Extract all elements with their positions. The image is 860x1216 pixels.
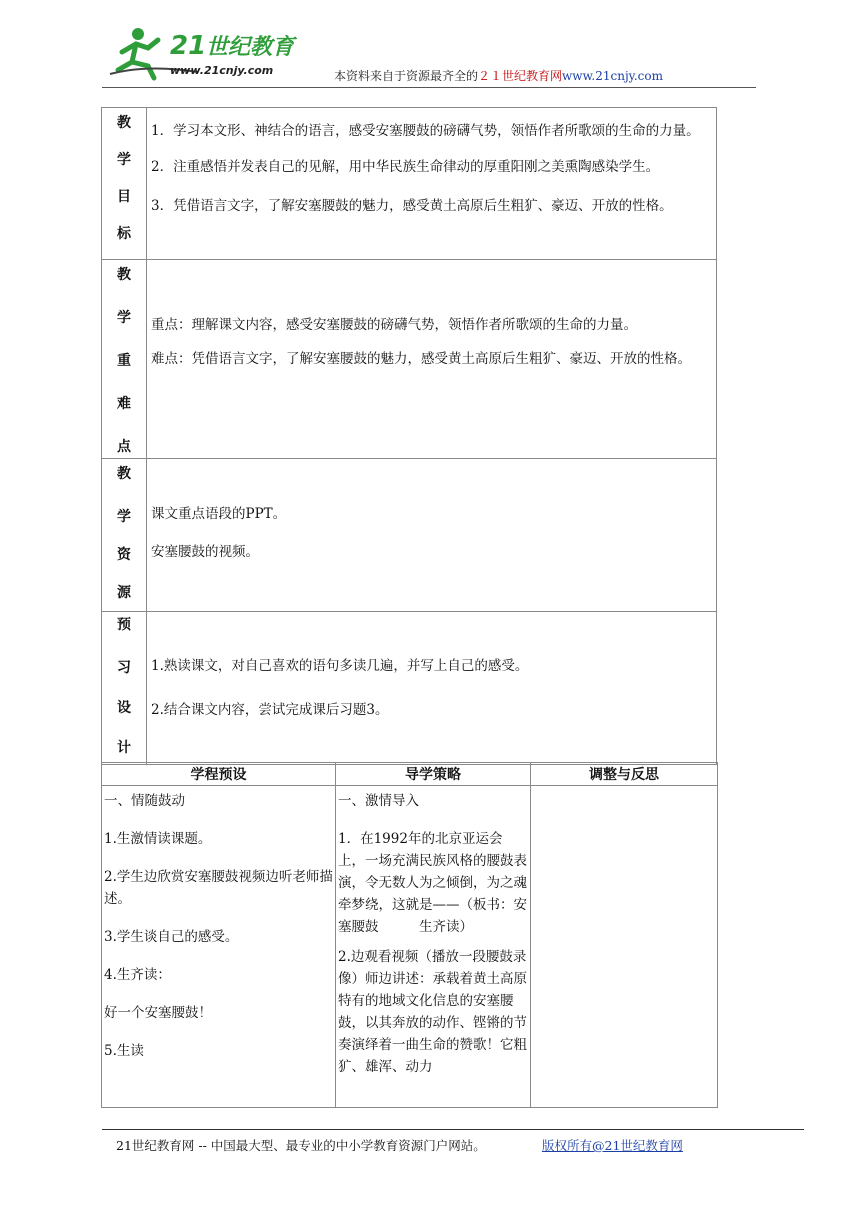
plan-item: 2.边观看视频（播放一段腰鼓录像）师边讲述：承载着黄土高原特有的地域文化信息的安塞腰鼓，以其奔放的动作、铿锵的节奏演绎着一曲生命的赞歌！它粗犷、雄浑、动力 (338, 949, 527, 1075)
footer-text: 21世纪教育网 -- 中国最大型、最专业的中小学教育资源门户网站。 (116, 1138, 486, 1153)
plan-header-row (102, 763, 718, 786)
label-char: 习 (117, 660, 131, 676)
preview-item: 2.结合课文内容，尝试完成课后习题3。 (151, 702, 389, 718)
section-row-objectives (102, 108, 717, 260)
section-row-preview (102, 612, 717, 765)
site-logo (108, 22, 318, 82)
keypoint-item: 难点：凭借语言文字，了解安塞腰鼓的魅力，感受黄土高原后生粗犷、豪迈、开放的性格。 (151, 351, 691, 367)
section-row-keypoints (102, 260, 717, 459)
section-label (102, 108, 147, 260)
section-label (102, 459, 147, 612)
label-char: 学 (117, 509, 131, 525)
section-content (147, 459, 717, 612)
preview-item: 1.熟读课文，对自己喜欢的语句多读几遍，并写上自己的感受。 (151, 658, 529, 674)
section-row-resources (102, 459, 717, 612)
plan-item: 好一个安塞腰鼓！ (104, 1005, 212, 1021)
label-char: 教 (117, 115, 131, 131)
page-header (0, 0, 860, 96)
plan-item: 1．在1992年的北京亚运会上，一场充满民族风格的腰鼓表演，令无数人为之倾倒，为之魂牵梦绕，这就是——（板书：安塞腰鼓 生齐读） (338, 831, 527, 935)
label-char: 目 (117, 189, 131, 205)
label-char: 标 (117, 226, 131, 242)
header-note-site[interactable]: ２１世纪教育网 (478, 69, 563, 83)
header-note-prefix: 本资料来自于资源最齐全的 (334, 69, 479, 83)
plan-column-student (102, 786, 336, 1108)
header-note (334, 67, 663, 84)
label-char: 预 (117, 617, 131, 633)
lesson-info-table (101, 107, 717, 765)
section-label (102, 260, 147, 459)
plan-item: 2.学生边欣赏安塞腰鼓视频边听老师描述。 (104, 869, 333, 907)
resource-item: 课文重点语段的PPT。 (151, 506, 287, 522)
objective-item: 3．凭借语言文字，了解安塞腰鼓的魅力，感受黄土高原后生粗犷、豪迈、开放的性格。 (151, 198, 673, 214)
keypoint-item: 重点：理解课文内容，感受安塞腰鼓的磅礴气势，领悟作者所歌颂的生命的力量。 (151, 317, 637, 333)
teaching-plan-table (101, 762, 718, 1108)
plan-column-reflection (531, 786, 718, 1108)
plan-header: 调整与反思 (531, 763, 718, 786)
label-char: 学 (117, 310, 131, 326)
plan-item: 3.学生谈自己的感受。 (104, 929, 239, 945)
plan-column-teacher (336, 786, 531, 1108)
section-label (102, 612, 147, 765)
svg-text:世纪教育: 世纪教育 (206, 35, 295, 60)
plan-header: 学程预设 (102, 763, 336, 786)
resource-item: 安塞腰鼓的视频。 (151, 544, 259, 560)
label-char: 资 (117, 547, 131, 563)
label-char: 重 (117, 353, 131, 369)
svg-text:21: 21 (170, 31, 207, 61)
plan-item: 一、激情导入 (338, 793, 419, 809)
copyright-link[interactable]: 版权所有@21世纪教育网 (542, 1138, 683, 1153)
plan-item: 一、情随鼓动 (104, 793, 185, 809)
section-content (147, 612, 717, 765)
label-char: 设 (117, 700, 131, 716)
section-content (147, 108, 717, 260)
footer-divider (102, 1129, 804, 1130)
label-char: 教 (117, 267, 131, 283)
plan-body-row (102, 786, 718, 1108)
label-char: 难 (117, 396, 131, 412)
plan-item: 1.生激情读课题。 (104, 831, 212, 847)
plan-item: 5.生读 (104, 1043, 144, 1059)
label-char: 计 (117, 740, 131, 756)
logo-url: www.21cnjy.com (170, 64, 274, 77)
objective-item: 1．学习本文形、神结合的语言，感受安塞腰鼓的磅礴气势，领悟作者所歌颂的生命的力量。 (151, 123, 700, 139)
label-char: 源 (117, 585, 131, 601)
label-char: 学 (117, 152, 131, 168)
header-divider (102, 87, 756, 88)
objective-item: 2．注重感悟并发表自己的见解，用中华民族生命律动的厚重阳刚之美熏陶感染学生。 (151, 159, 660, 175)
label-char: 教 (117, 466, 131, 482)
section-content (147, 260, 717, 459)
plan-header: 导学策略 (336, 763, 531, 786)
header-note-url[interactable]: www.21cnjy.com (562, 69, 663, 83)
plan-item: 4.生齐读： (104, 967, 171, 983)
label-char: 点 (117, 439, 131, 455)
